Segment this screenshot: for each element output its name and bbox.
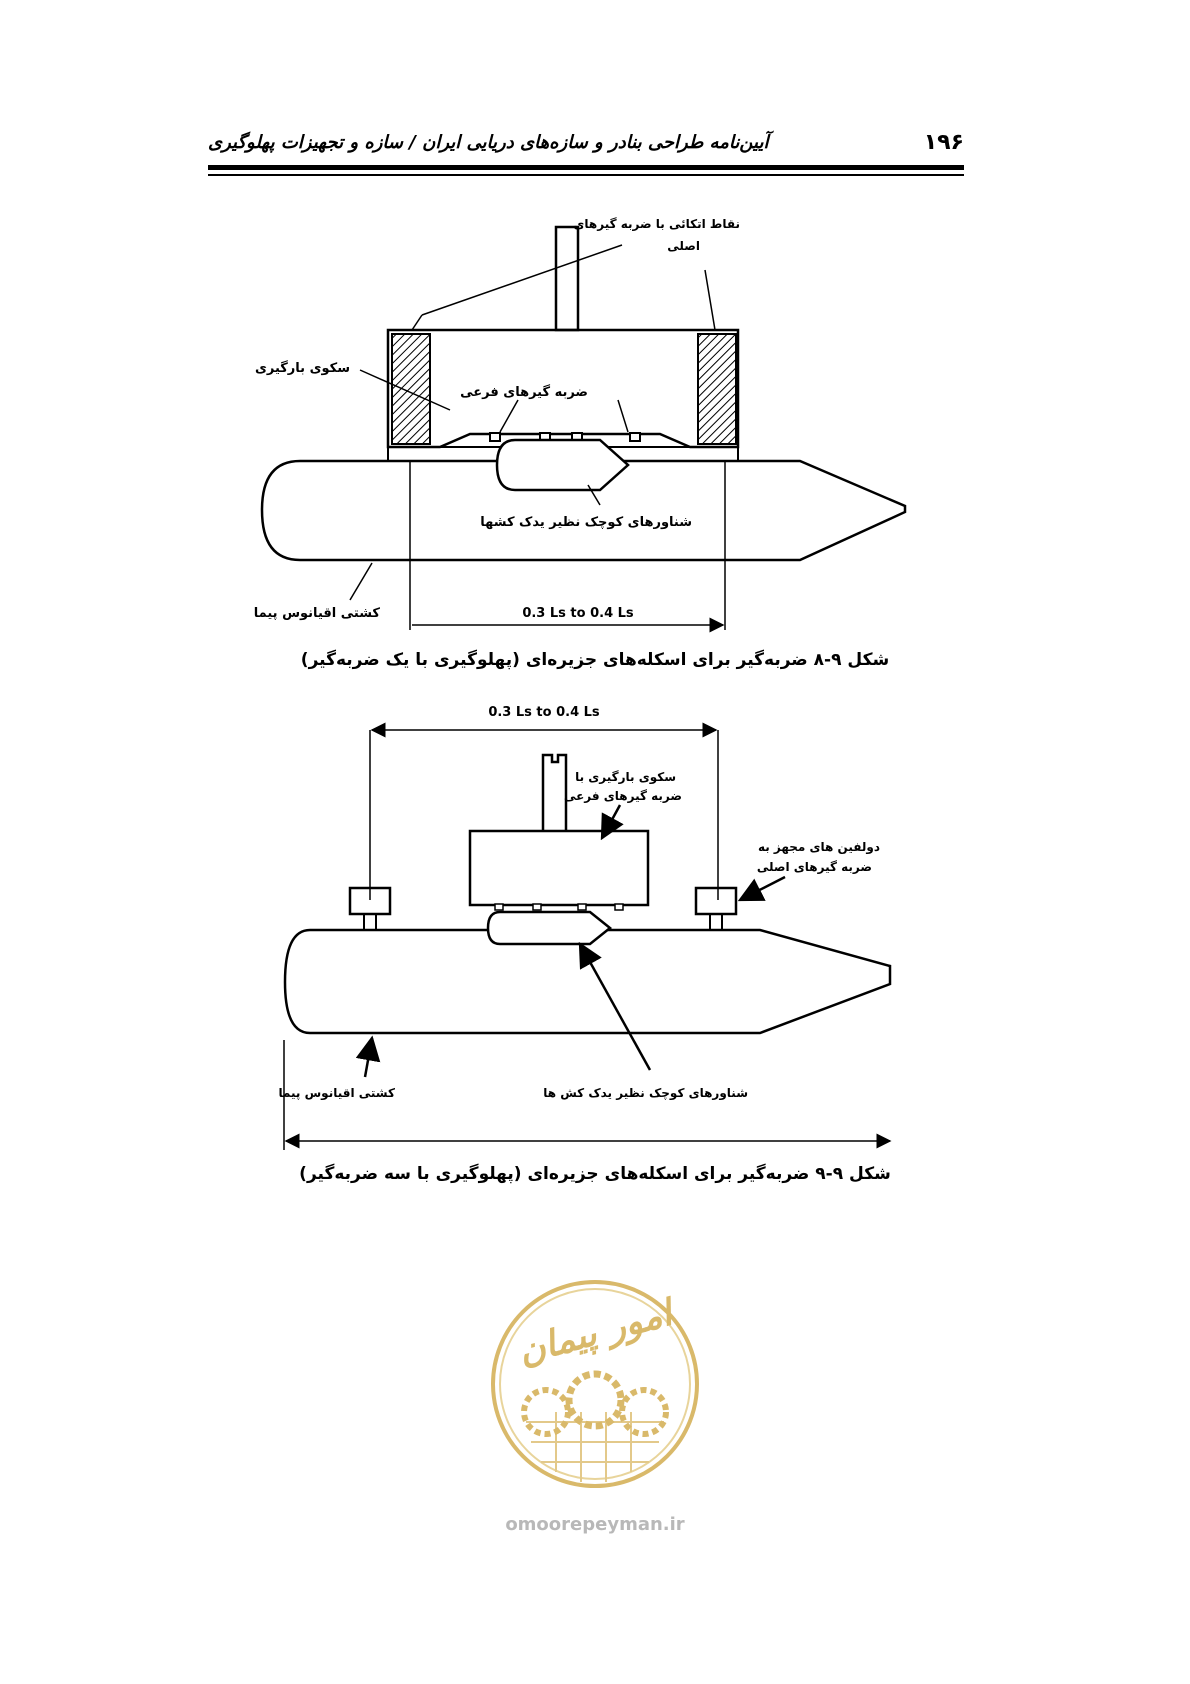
- label-contact-points-2: اصلی: [667, 239, 700, 253]
- label-loading-platform: سکوی بارگیری: [254, 361, 350, 376]
- page-number: ۱۹۶: [923, 130, 964, 155]
- watermark-logo-text: امور پیمان: [513, 1292, 677, 1373]
- fig2-label-small-floats: شناورهای کوچک نظیر یدک کش ها: [543, 1086, 748, 1100]
- fig2-ocean-ship-hull: [285, 930, 890, 1033]
- figure2-caption: شکل ۹-۹ ضربه‌گیر برای اسکله‌های جزیره‌ای (پهلوگیری با سه ضربه‌گیر): [299, 1164, 891, 1184]
- fig2-label-platform-2: ضربه گیرهای فرعی: [563, 789, 682, 803]
- watermark-site: omoorepeyman.ir: [505, 1514, 685, 1535]
- figure1-caption: شکل ۹-۸ ضربه‌گیر برای اسکله‌های جزیره‌ای (پهلوگیری با یک ضربه‌گیر): [300, 650, 890, 670]
- watermark-logo: [486, 1272, 704, 1542]
- fig2-tug-boat: [488, 912, 610, 944]
- fig2-platform-stem: [543, 755, 566, 831]
- fig2-label-dimension: 0.3 Ls to 0.4 Ls: [488, 705, 600, 720]
- fig2-label-platform-1: سکوی بارگیری با: [575, 770, 676, 784]
- fig2-label-dolphins-1: دولفین های مجهز به: [757, 840, 880, 854]
- fig2-label-ocean-ship: کشتی اقیانوس پیما: [278, 1086, 395, 1100]
- label-contact-points-1: نقاط اتکائی با ضربه گیرهای: [573, 217, 740, 231]
- label-small-floats: شناورهای کوچک نظیر یدک کشها: [480, 515, 692, 530]
- label-ocean-ship: کشتی اقیانوس پیما: [253, 606, 380, 621]
- fig2-label-dolphins-2: ضربه گیرهای اصلی: [756, 860, 872, 874]
- dolphin-right: [696, 888, 736, 914]
- fig2-platform: [470, 831, 648, 905]
- label-secondary-fenders: ضربه گیرهای فرعی: [460, 385, 588, 400]
- running-title: آیین‌نامه طراحی بنادر و سازه‌های دریایی ایران / سازه و تجهیزات پهلوگیری: [208, 132, 769, 153]
- label-dimension: 0.3 Ls to 0.4 Ls: [522, 606, 634, 621]
